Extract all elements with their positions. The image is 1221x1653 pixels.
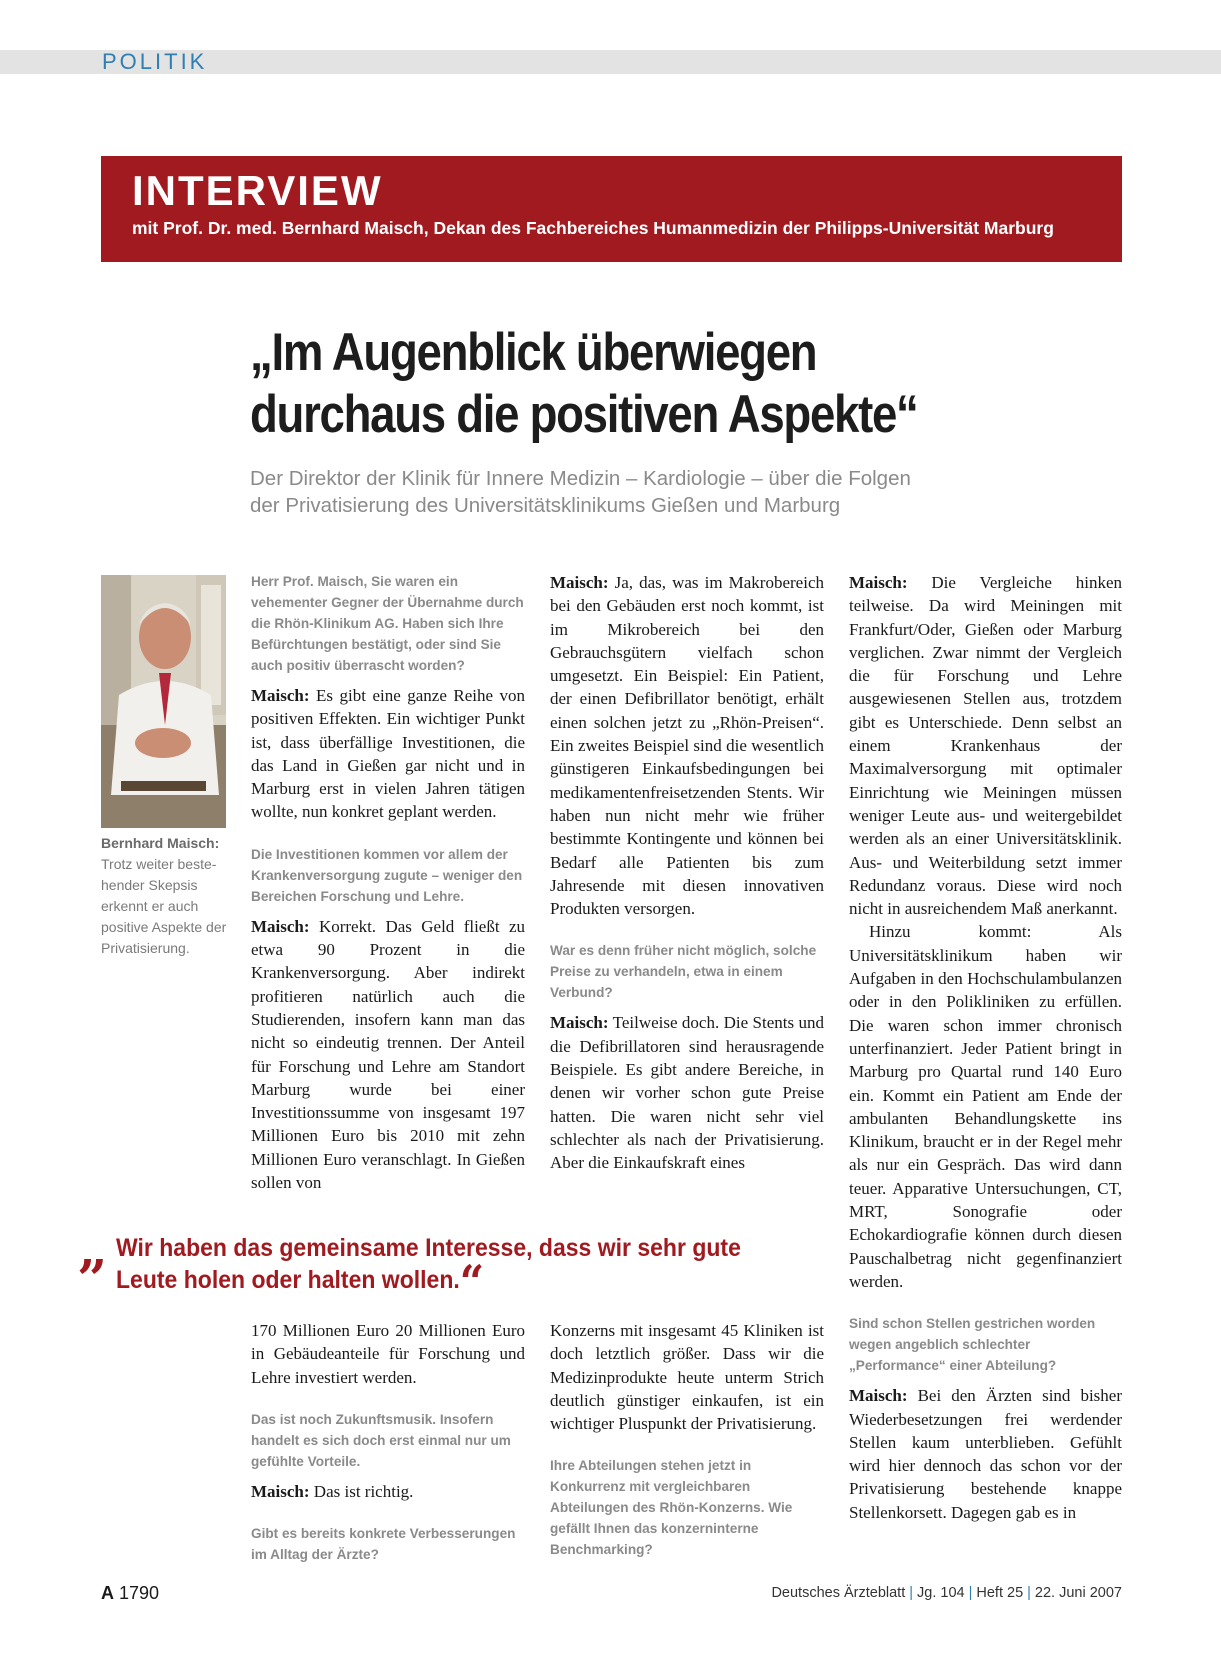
answer-text: Korrekt. Das Geld fließt zu etwa 90 Prozent in die Krankenversorgung. Aber indirekt profitieren natürlich auch die Studierenden, insofern kann man das nicht so eindeutig trennen. Der Anteil für Forschung und Lehre am Standort Marburg wurde bei einer Investitionssumme von insgesamt 197 Millionen Euro bis 2010 mit zehn Millionen Euro veranschlagt. In Gießen sollen von: [251, 916, 525, 1193]
footer-separator: |: [968, 1585, 973, 1601]
speaker-label: Maisch:: [251, 916, 310, 936]
pull-quote-line-1: Wir haben das gemeinsame Interesse, dass wir sehr gute: [116, 1234, 741, 1262]
answer-text: Teilweise doch. Die Stents und die Defibrillatoren sind herausragende Beispiele. Es gibt andere Bereiche, in denen wir vorher schon gute Preise hatten. Die waren nicht sehr viel schlechter als nach der Privatisierung. Aber die Einkaufskraft eines: [550, 1013, 824, 1173]
interview-answer: [251, 915, 525, 1195]
speaker-label: Maisch:: [550, 1013, 609, 1033]
paragraph: Hinzu kommt: Als Universitätsklinikum haben wir Aufgaben in den Hochschulambulanzen oder in den Polikliniken zu erfüllen. Die waren schon immer chronisch unterfinanziert. Jeder Patient bringt in Marburg pro Quartal rund 140 Euro ein. Kommt ein Patient am Ende der ambulanten Behandlungskette ins Klinikum, braucht er in der Regel mehr als nur ein Gespräch. Das wird dann teuer. Apparative Untersuchungen, CT, MRT, Sonografie oder Echokardiografie können durch diesen Pauschalbetrag nicht gegenfinanziert werden.: [849, 922, 1122, 1291]
answer-text: Bei den Ärzten sind bisher Wiederbesetzungen frei werdender Stellen kaum unterblieben. Gefühlt wird hier dennoch das schon vor der Privatisierung bestehende knappe Stellenkorsett. Dagegen gab es in: [849, 1386, 1122, 1522]
column-2-top: [550, 571, 824, 1175]
interview-answer: [251, 684, 525, 824]
interview-question: War es denn früher nicht möglich, solche Preise zu verhandeln, etwa in einem Verbund?: [550, 943, 817, 1001]
portrait-photo: [101, 575, 226, 828]
speaker-label: Maisch:: [251, 686, 310, 705]
section-label: POLITIK: [102, 49, 208, 74]
footer-separator: |: [909, 1585, 914, 1601]
journal-footer: [771, 1585, 1122, 1601]
interview-answer: [251, 1480, 525, 1503]
interview-question: Ihre Abteilungen stehen jetzt in Konkurrenz mit vergleichbaren Abteilungen des Rhön-Konzerns. Wie gefällt Ihnen das konzerninterne Benchmarking?: [550, 1458, 793, 1558]
caption-line: Privatisierung.: [101, 940, 190, 956]
speaker-label: Maisch:: [849, 573, 908, 592]
speaker-label: Maisch:: [251, 1481, 310, 1501]
headline-line-2: durchaus die positiven Aspekte“: [250, 385, 918, 444]
pull-quote-text: [116, 1232, 778, 1309]
answer-text: Ja, das, was im Makrobereich bei den Gebäuden erst noch kommt, ist im Mikrobereich bei den Gebrauchsgütern vielfach schon umgesetzt. Ein Beispiel: Ein Patient, der einen Defibrillator benötigt, erhält einen solchen jetzt zu „Rhön-Preisen“. Ein zweites Beispiel sind die wesentlich günstigeren Einkaufsbedingungen bei medikamentenfreisetzenden Stents. Wir haben nun nicht mehr wie früher bestimmte Kontingente und können bei Bedarf alle Patienten bis zum Jahresende mit diesen innovativen Produkten versorgen.: [550, 573, 824, 919]
banner-title: INTERVIEW: [132, 167, 383, 214]
journal-name: Deutsches Ärzteblatt: [771, 1585, 906, 1601]
page-number: [101, 1583, 159, 1604]
paragraph: 170 Millionen Euro 20 Millionen Euro in Gebäudeanteile für Forschung und Lehre investiert werden.: [251, 1321, 525, 1387]
banner-subtitle: mit Prof. Dr. med. Bernhard Maisch, Dekan des Fachbereiches Humanmedizin der Philipps-Universität Marburg: [132, 218, 1054, 238]
answer-text: Die Vergleiche hinken teilweise. Da wird Meiningen mit Frankfurt/Oder, Gießen oder Marburg verglichen. Zwar nimmt der Vergleich die für Forschung und Lehre ausgewiesenen Stellen aus, trotzdem gibt es Unterschiede. Denn selbst an einem Krankenhaus der Maximalversorgung mit optimaler Einrichtung wie Meiningen müssen weniger Leute aus- und weitergebildet werden als an einer Universitätsklinik. Aus- und Weiterbildung setzt immer Redundanz voraus. Diese wird noch nicht in ausreichendem Maß anerkannt.: [849, 573, 1122, 919]
footer-separator: |: [1027, 1585, 1031, 1601]
speaker-label: Maisch:: [550, 573, 609, 592]
caption-line: positive Aspekte der: [101, 919, 227, 935]
standfirst-line-2: der Privatisierung des Universitätsklinikums Gießen und Marburg: [250, 494, 841, 517]
column-3: [849, 571, 1122, 1524]
speaker-label: Maisch:: [849, 1386, 908, 1406]
journal-issue: Heft 25: [976, 1585, 1024, 1601]
column-1-top: [251, 571, 525, 1194]
standfirst: [250, 465, 1010, 519]
journal-volume: Jg. 104: [917, 1585, 965, 1601]
photo-caption: [101, 833, 231, 959]
interview-answer: [550, 571, 824, 920]
open-quote-mark: „: [78, 1219, 108, 1280]
interview-question: Herr Prof. Maisch, Sie waren ein vehementer Gegner der Übernahme durch die Rhön-Klinikum AG. Haben sich Ihre Befürchtungen bestätigt, oder sind Sie auch positiv überrascht worden?: [251, 574, 524, 673]
interview-question: Die Investitionen kommen vor allem der Krankenversorgung zugute – weniger den Bereichen Forschung und Lehre.: [251, 846, 523, 904]
close-quote-mark: “: [459, 1255, 485, 1309]
interview-banner: [101, 156, 1122, 262]
headline: [250, 322, 990, 446]
interview-question: Gibt es bereits konkrete Verbesserungen im Alltag der Ärzte?: [251, 1526, 516, 1563]
interview-answer: [550, 1011, 824, 1174]
answer-text: Es gibt eine ganze Reihe von positiven Effekten. Ein wichtiger Punkt ist, dass überfällige Investitionen, die das Land in Gießen gar nicht und in Marburg erst in vielen Jahren tätigen wollte, nun konkret geplant werden.: [251, 686, 525, 822]
pull-quote-line-2-text: Leute holen oder halten wollen.: [116, 1266, 460, 1294]
column-2-bottom: [550, 1319, 824, 1568]
page-prefix: A: [101, 1583, 114, 1603]
interview-answer: [849, 571, 1122, 920]
caption-line: erkennt er auch: [101, 898, 199, 914]
caption-line: Trotz weiter beste-: [101, 856, 217, 872]
caption-name: Bernhard Maisch:: [101, 835, 220, 851]
journal-date: 22. Juni 2007: [1034, 1585, 1122, 1601]
interview-question: Das ist noch Zukunftsmusik. Insofern handelt es sich doch erst einmal nur um gefühlte Vorteile.: [251, 1411, 511, 1469]
pull-quote-line-2: [116, 1255, 778, 1309]
interview-question: Sind schon Stellen gestrichen worden wegen angeblich schlechter „Performance“ einer Abteilung?: [849, 1316, 1096, 1374]
paragraph: Konzerns mit insgesamt 45 Kliniken ist doch letztlich größer. Dass wir die Medizinprodukte heute unterm Strich deutlich günstiger einkaufen, ist ein wichtiger Pluspunkt der Privatisierung.: [550, 1321, 824, 1434]
headline-line-1: „Im Augenblick überwiegen: [250, 323, 817, 382]
column-1-bottom: [251, 1319, 525, 1573]
caption-line: hender Skepsis: [101, 877, 198, 893]
page-number-value: 1790: [119, 1583, 160, 1603]
standfirst-line-1: Der Direktor der Klinik für Innere Medizin – Kardiologie – über die Folgen: [250, 467, 911, 490]
interview-answer: [849, 1384, 1122, 1524]
answer-text: Das ist richtig.: [313, 1481, 414, 1501]
